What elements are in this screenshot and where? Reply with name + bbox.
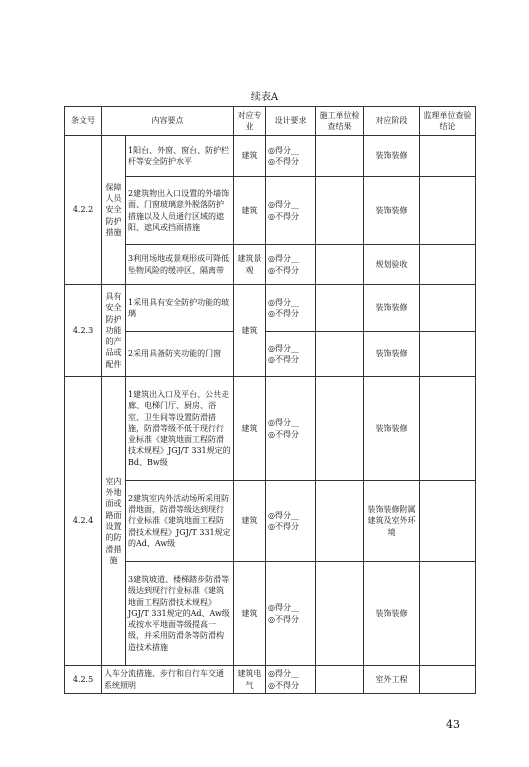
contractor-result-cell (316, 562, 364, 666)
stage: 规划验收 (364, 245, 420, 285)
table-row (65, 136, 476, 177)
item-text: 1采用具有安全防护功能的玻璃 (126, 285, 234, 332)
score-yes: ◎得分__ (268, 603, 299, 613)
score-yes: ◎得分__ (268, 510, 299, 520)
design-requirement (266, 136, 316, 177)
contractor-result-cell (316, 332, 364, 377)
score-no: ◎不得分 (268, 355, 299, 364)
table-row (65, 377, 476, 481)
score-yes: ◎得分__ (268, 145, 299, 155)
item-text: 2建筑室内外活动场所采用防滑地面，防滑等级达到现行行业标准《建筑地面工程防滑技术规程》JGJ/T 331规定的Ad、Aw级 (126, 481, 234, 562)
table-caption: 续表A (250, 92, 279, 103)
supervisor-conclusion-cell (420, 285, 476, 332)
score-no: ◎不得分 (268, 614, 299, 624)
group-label: 具有安全防护功能的产品或配件 (102, 285, 126, 377)
supervisor-conclusion-cell (420, 666, 476, 694)
item-text: 人车分流措施、步行和自行车交通系统照明 (102, 666, 234, 694)
contractor-result-cell (316, 666, 364, 694)
clause-number: 4.2.2 (65, 136, 102, 285)
supervisor-conclusion-cell (420, 332, 476, 377)
supervisor-conclusion-cell (420, 562, 476, 666)
item-text: 2采用具备防夹功能的门窗 (126, 332, 234, 377)
header-contractor-result: 施工单位检查结果 (316, 107, 364, 136)
supervisor-conclusion-cell (420, 377, 476, 481)
discipline: 建筑 (234, 285, 266, 377)
score-no: ◎不得分 (268, 265, 299, 275)
score-no: ◎不得分 (268, 309, 299, 318)
table-row (65, 177, 476, 245)
stage: 装饰装修附属建筑及室外环境 (364, 481, 420, 562)
header-supervisor-conclusion: 监理单位查验结论 (420, 107, 476, 136)
page-number: 43 (446, 718, 460, 731)
header-discipline: 对应专业 (234, 107, 266, 136)
group-label: 保障人员安全防护措施 (102, 136, 126, 285)
supervisor-conclusion-cell (420, 136, 476, 177)
contractor-result-cell (316, 177, 364, 245)
table-row (65, 562, 476, 666)
score-no: ◎不得分 (268, 157, 299, 166)
design-requirement (266, 285, 316, 332)
discipline: 建筑景观 (234, 245, 266, 285)
stage: 室外工程 (364, 666, 420, 694)
contractor-result-cell (316, 377, 364, 481)
header-stage: 对应阶段 (364, 107, 420, 136)
score-yes: ◎得分__ (268, 669, 299, 679)
supervisor-conclusion-cell (420, 481, 476, 562)
stage: 装饰装修 (364, 377, 420, 481)
stage: 装饰装修 (364, 136, 420, 177)
score-yes: ◎得分__ (268, 254, 299, 264)
score-no: ◎不得分 (268, 522, 299, 531)
design-requirement (266, 666, 316, 694)
contractor-result-cell (316, 481, 364, 562)
item-text: 3利用场地或景观形成可降低坠物风险的缓冲区、隔离带 (126, 245, 234, 285)
table-row (65, 245, 476, 285)
score-yes: ◎得分__ (268, 297, 299, 307)
supervisor-conclusion-cell (420, 245, 476, 285)
header-content: 内容要点 (102, 107, 234, 136)
score-yes: ◎得分__ (268, 343, 299, 353)
discipline: 建筑电气 (234, 666, 266, 694)
item-text: 2建筑物出入口设置的外墙饰面、门窗玻璃意外脱落防护措施以及人员通行区域的遮阳、遮风或挡雨措施 (126, 177, 234, 245)
score-no: ◎不得分 (268, 211, 299, 221)
discipline: 建筑 (234, 377, 266, 481)
checklist-table (64, 106, 476, 694)
design-requirement (266, 245, 316, 285)
score-no: ◎不得分 (268, 429, 299, 439)
supervisor-conclusion-cell (420, 177, 476, 245)
header-design-requirement: 设计要求 (266, 107, 316, 136)
stage: 装饰装修 (364, 562, 420, 666)
contractor-result-cell (316, 285, 364, 332)
clause-number: 4.2.3 (65, 285, 102, 377)
discipline: 建筑 (234, 136, 266, 177)
table-row (65, 285, 476, 332)
clause-number: 4.2.4 (65, 377, 102, 666)
score-yes: ◎得分__ (268, 200, 299, 210)
discipline: 建筑 (234, 481, 266, 562)
design-requirement (266, 377, 316, 481)
design-requirement (266, 177, 316, 245)
stage: 装饰装修 (364, 332, 420, 377)
design-requirement (266, 332, 316, 377)
stage: 装饰装修 (364, 177, 420, 245)
table-row (65, 666, 476, 694)
clause-number: 4.2.5 (65, 666, 102, 694)
score-no: ◎不得分 (268, 680, 299, 690)
header-clause: 条文号 (65, 107, 102, 136)
discipline: 建筑 (234, 562, 266, 666)
group-label: 室内外地面或路面设置的防滑措施 (102, 377, 126, 666)
stage: 装饰装修 (364, 285, 420, 332)
design-requirement (266, 481, 316, 562)
design-requirement (266, 562, 316, 666)
table-header-row (65, 107, 476, 136)
table-row (65, 332, 476, 377)
discipline: 建筑 (234, 177, 266, 245)
item-text: 1阳台、外窗、窗台、防护栏杆等安全防护水平 (126, 136, 234, 177)
item-text: 3建筑坡道、楼梯踏步防滑等级达到现行行业标准《建筑地面工程防滑技术规程》JGJ/T 331规定的Ad、Aw级或按水平地面等级提高一级，并采用防滑条等防滑构造技术措施 (126, 562, 234, 666)
contractor-result-cell (316, 245, 364, 285)
table-row (65, 481, 476, 562)
contractor-result-cell (316, 136, 364, 177)
score-yes: ◎得分__ (268, 418, 299, 428)
item-text: 1建筑出入口及平台、公共走廊、电梯门厅、厨房、浴室、卫生间等设置防滑措施，防滑等级不低于现行行业标准《建筑地面工程防滑技术规程》JGJ/T 331规定的Bd、Bw级 (126, 377, 234, 481)
